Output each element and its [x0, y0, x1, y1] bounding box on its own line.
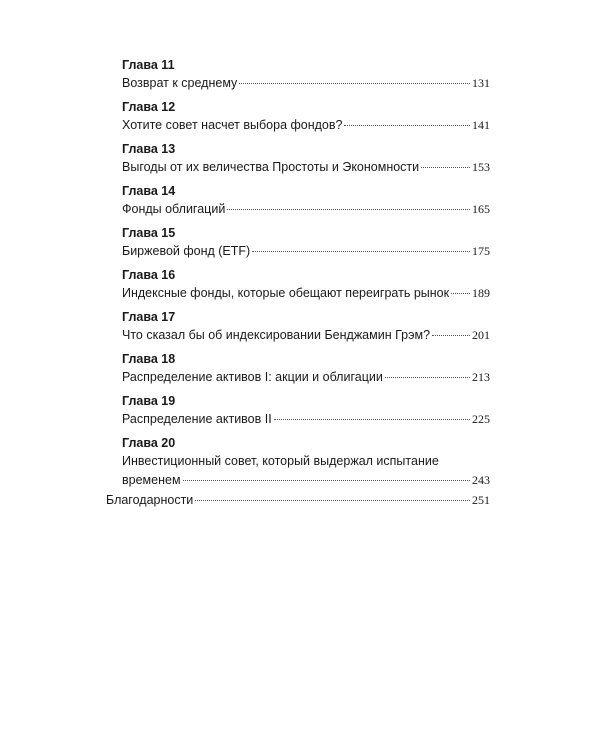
dot-leader — [195, 500, 470, 501]
chapter-title: Что сказал бы об индексировании Бенджамин Грэм? — [122, 328, 431, 342]
dot-leader — [274, 419, 470, 420]
chapter-title: Фонды облигаций — [122, 202, 226, 216]
toc-chapter-12 — [122, 98, 490, 135]
toc-entry — [122, 242, 490, 261]
chapter-title: Хотите совет насчет выбора фондов? — [122, 118, 343, 132]
dot-leader — [451, 293, 470, 294]
acknowledgements-title: Благодарности — [106, 493, 194, 507]
toc-chapter-11 — [122, 56, 490, 93]
toc-chapter-17 — [122, 308, 490, 345]
toc-chapter-19 — [122, 392, 490, 429]
chapter-label: Глава 18 — [122, 352, 176, 366]
table-of-contents — [122, 56, 490, 495]
dot-leader — [432, 335, 470, 336]
chapter-title: Возврат к среднему — [122, 76, 238, 90]
chapter-label: Глава 19 — [122, 394, 176, 408]
toc-entry — [122, 74, 490, 93]
dot-leader — [252, 251, 470, 252]
chapter-label: Глава 16 — [122, 268, 176, 282]
toc-entry — [122, 116, 490, 135]
toc-entry — [122, 200, 490, 219]
chapter-title: Индексные фонды, которые обещают переиграть рынок — [122, 286, 450, 300]
page-number: 213 — [472, 370, 490, 384]
page-number: 165 — [472, 202, 490, 216]
chapter-label: Глава 20 — [122, 436, 176, 450]
chapter-label: Глава 15 — [122, 226, 176, 240]
dot-leader — [227, 209, 470, 210]
toc-entry — [122, 284, 490, 303]
chapter-title: Выгоды от их величества Простоты и Экономности — [122, 160, 420, 174]
dot-leader — [239, 83, 470, 84]
chapter-title-line-2-row — [122, 471, 490, 490]
toc-chapter-13 — [122, 140, 490, 177]
chapter-label: Глава 14 — [122, 184, 176, 198]
toc-chapter-20 — [122, 434, 490, 490]
page-number: 251 — [472, 493, 490, 507]
toc-entry — [122, 158, 490, 177]
toc-entry — [122, 326, 490, 345]
toc-entry — [122, 410, 490, 429]
page-number: 201 — [472, 328, 490, 342]
page-number: 243 — [472, 473, 490, 487]
page-number: 175 — [472, 244, 490, 258]
toc-entry — [106, 491, 490, 510]
dot-leader — [421, 167, 470, 168]
dot-leader — [183, 480, 470, 481]
toc-chapter-16 — [122, 266, 490, 303]
page-number: 189 — [472, 286, 490, 300]
page-number: 225 — [472, 412, 490, 426]
toc-chapter-18 — [122, 350, 490, 387]
chapter-title: Распределение активов II — [122, 412, 272, 426]
chapter-title: Биржевой фонд (ETF) — [122, 244, 251, 258]
toc-chapter-14 — [122, 182, 490, 219]
toc-chapter-15 — [122, 224, 490, 261]
toc-entry — [122, 368, 490, 387]
chapter-label: Глава 13 — [122, 142, 176, 156]
chapter-title-line-2: временем — [122, 473, 181, 487]
chapter-label: Глава 12 — [122, 100, 176, 114]
chapter-title: Распределение активов I: акции и облигации — [122, 370, 383, 384]
toc-entry — [122, 452, 490, 490]
chapter-label: Глава 17 — [122, 310, 176, 324]
toc-acknowledgements — [106, 491, 490, 515]
page-number: 141 — [472, 118, 490, 132]
chapter-title-line-1: Инвестиционный совет, который выдержал испытание — [122, 454, 439, 468]
dot-leader — [344, 125, 470, 126]
page-number: 153 — [472, 160, 490, 174]
dot-leader — [385, 377, 470, 378]
page-number: 131 — [472, 76, 490, 90]
chapter-label: Глава 11 — [122, 58, 175, 72]
